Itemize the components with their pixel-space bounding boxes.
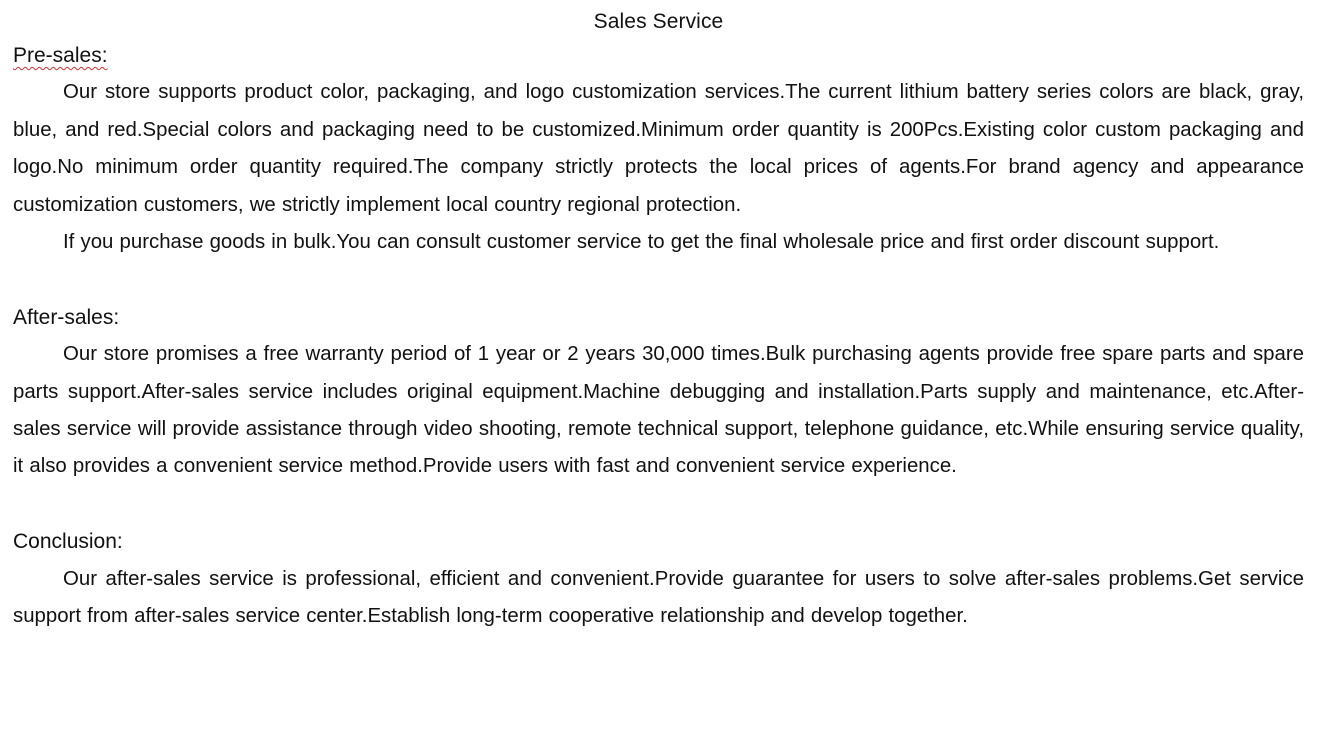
conclusion-heading: Conclusion: (13, 530, 123, 554)
document-page (13, 0, 1304, 635)
presales-heading (13, 37, 1304, 74)
presales-heading-text: Pre-sales: (13, 44, 108, 67)
section-spacer (13, 486, 1304, 523)
aftersales-heading: After-sales: (13, 305, 120, 329)
conclusion-paragraph-1: Our after-sales service is professional, efficient and convenient.Provide guarantee for users to solve after-sales problems.Get service support from after-sales service center.Establish long-term cooperative relationship and develop together. (13, 567, 1304, 628)
aftersales-paragraph-1: Our store promises a free warranty period of 1 year or 2 years 30,000 times.Bulk purchasing agents provide free spare parts and spare parts support.After-sales service includes original equipment.Machine debugging and installation.Parts supply and maintenance, etc.After-sales service will provide assistance through video shooting, remote technical support, telephone guidance, etc.While ensuring service quality, it also provides a convenient service method.Provide users with fast and convenient service experience. (13, 343, 1304, 478)
section-spacer (13, 261, 1304, 298)
presales-paragraph-2: If you purchase goods in bulk.You can consult customer service to get the final wholesale price and first order discount support. (63, 231, 1220, 254)
document-title: Sales Service (593, 10, 724, 33)
presales-paragraph-1: Our store supports product color, packaging, and logo customization services.The current lithium battery series colors are black, gray, blue, and red.Special colors and packaging need to be customized.Minimum order quantity is 200Pcs.Existing color custom packaging and logo.No minimum order quantity required.The company strictly protects the local prices of agents.For brand agency and appearance customization customers, we strictly implement local country regional protection. (13, 81, 1304, 216)
